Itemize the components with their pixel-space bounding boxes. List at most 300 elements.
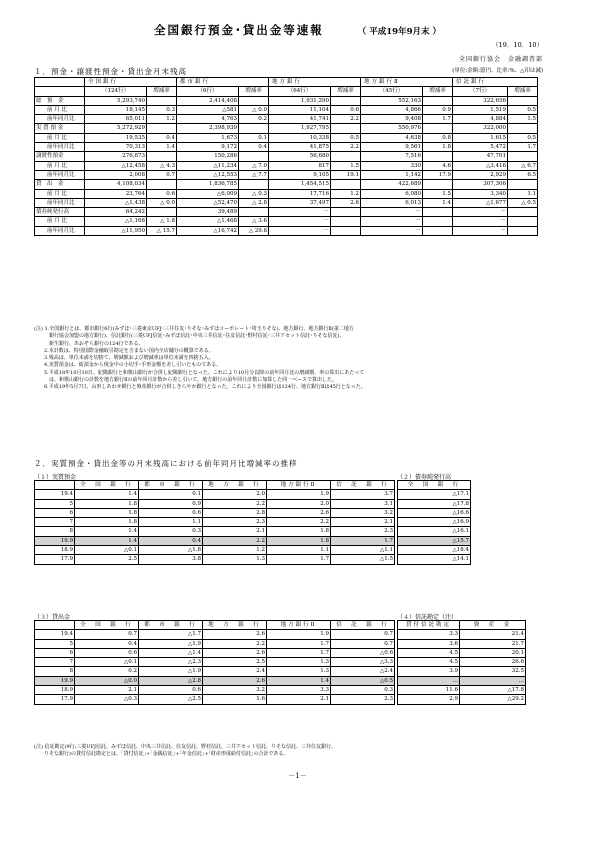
value-cell: 2.2 [331, 115, 361, 124]
table-row [35, 648, 395, 657]
bank-count: （124行） [85, 87, 147, 96]
value-cell: 0.4 [239, 143, 269, 152]
value-cell: 0.9 [423, 105, 453, 114]
value-cell: － [361, 226, 423, 235]
column-header: 全 国 銀 行 [75, 621, 139, 630]
value-cell: 2,929 [453, 170, 508, 179]
value-cell: － [361, 217, 423, 226]
value-cell: △1,468 [177, 217, 239, 226]
value-cell: △ 29.8 [239, 226, 269, 235]
value-cell: △12,553 [177, 170, 239, 179]
value-cell: 2.1 [203, 527, 267, 536]
value-cell: 2.6 [331, 198, 361, 207]
balance-table [34, 77, 538, 236]
value-cell: － [269, 208, 331, 217]
value-cell: 1.7 [331, 536, 395, 545]
value-cell: 1,519 [453, 105, 508, 114]
value-cell: 2.6 [267, 508, 331, 517]
value-cell: △6,009 [177, 189, 239, 198]
value-cell: △3.3 [331, 658, 395, 667]
value-cell: △12,458 [85, 161, 147, 170]
caption-real-deposits: （１）実質預金 [34, 474, 77, 481]
bonds-table [397, 480, 471, 565]
value-cell: △16,742 [177, 226, 239, 235]
value-cell: 0.4 [139, 536, 203, 545]
value-cell: 5,472 [453, 143, 508, 152]
value-cell: 1.3 [203, 555, 267, 564]
value-cell: 817 [269, 161, 331, 170]
value-cell: 1.4 [267, 676, 331, 685]
value-cell [423, 96, 453, 105]
value-cell: 5,272,929 [85, 124, 147, 133]
value-cell: － [269, 226, 331, 235]
note-line: 2.本計数は、特別国際金融取引勘定を含まない国内全店舗分の概算である。 [34, 347, 214, 354]
value-cell [239, 96, 269, 105]
value-cell: 0.9 [139, 499, 203, 508]
value-cell: 1.4 [75, 527, 139, 536]
rate-header: 増減率 [239, 87, 269, 96]
value-cell: 550,976 [361, 124, 423, 133]
value-cell: △ 2.8 [239, 198, 269, 207]
value-cell: 1,836,785 [177, 180, 239, 189]
row-label: 前 月 比 [35, 105, 85, 114]
value-cell [147, 152, 177, 161]
value-cell: 0.7 [147, 170, 177, 179]
value-cell: 1.5 [331, 161, 361, 170]
value-cell: 1.4 [75, 536, 139, 545]
row-label: 前 月 比 [35, 217, 85, 226]
value-cell [423, 152, 453, 161]
value-cell: 150,286 [177, 152, 239, 161]
corner-cell [35, 87, 85, 96]
value-cell: 2.0 [267, 499, 331, 508]
table-row [398, 499, 471, 508]
value-cell: 0.4 [147, 133, 177, 142]
value-cell: 1.2 [331, 189, 361, 198]
value-cell: 0.6 [331, 105, 361, 114]
bank-name: 地方銀行Ⅱ [361, 78, 453, 87]
table-row [398, 508, 471, 517]
value-cell: △1.9 [139, 639, 203, 648]
note-line: (注) 信託勘定(9行:三菱UFJ信託、みずほ信託、中央三井信託、住友信託、野村信託、三井アセット信託、りそな信託、三井住友銀行、 [34, 744, 336, 750]
table-row [35, 198, 538, 207]
value-cell: 41,875 [269, 143, 331, 152]
value-cell: △0.3 [75, 695, 139, 704]
value-cell: △ 6.7 [508, 161, 538, 170]
value-cell: 307,306 [453, 180, 508, 189]
note-line: りそな銀行)の貸付信託勘定とは、｢貸付信託｣+｢金銭信託｣+｢年金信託｣+｢財産形成給付信託｣の合計である。 [34, 751, 289, 758]
value-cell: 3.9 [398, 667, 460, 676]
value-cell: △2.3 [139, 658, 203, 667]
value-cell: 10,338 [269, 133, 331, 142]
value-cell: △2.8 [139, 676, 203, 685]
table-row [35, 226, 538, 235]
table-row [35, 676, 395, 685]
value-cell [147, 208, 177, 217]
value-cell: 2,008 [85, 170, 147, 179]
table-row [35, 686, 395, 695]
value-cell: △29.2 [460, 695, 526, 704]
value-cell [508, 180, 538, 189]
table-row [35, 208, 538, 217]
value-cell: △ 0.3 [239, 189, 269, 198]
row-label: 債券純発行高 [35, 208, 85, 217]
value-cell: 1.8 [75, 518, 139, 527]
value-cell: 23,764 [85, 189, 147, 198]
table-row [398, 490, 471, 499]
note-line: (注) 1.全国銀行とは、都市銀行6行(みずほ･三菱東京UFJ･三井住友･りそな･みずほコーポレート･埼玉りそな)、地方銀行、地方銀行Ⅱ(第二地方 [34, 326, 354, 332]
header-row [398, 481, 471, 490]
value-cell: △1.8 [139, 546, 203, 555]
value-cell [331, 226, 361, 235]
table-row [35, 124, 538, 133]
corner-cell [35, 621, 75, 630]
value-cell: 2,398,939 [177, 124, 239, 133]
value-cell: 1.8 [75, 508, 139, 517]
table-row [398, 686, 526, 695]
real-deposits-table [34, 480, 395, 565]
value-cell: 3.7 [331, 490, 395, 499]
value-cell: 322,000 [453, 124, 508, 133]
value-cell: 41,741 [269, 115, 331, 124]
value-cell: △1.7 [139, 630, 203, 639]
note-line: は、和歌山銀行の計数を地方銀行Ⅱの前年同月計数から差し引いて、地方銀行の前年同月計数に加算した同一ベースで算出した。 [34, 377, 338, 384]
value-cell: △17.8 [398, 499, 471, 508]
value-cell: △1.5 [331, 555, 395, 564]
value-cell: 1.7 [267, 648, 331, 657]
value-cell: － [453, 217, 508, 226]
value-cell: 3.8 [139, 555, 203, 564]
value-cell: 1.3 [267, 667, 331, 676]
value-cell: 5 [35, 499, 75, 508]
value-cell [508, 217, 538, 226]
value-cell [147, 124, 177, 133]
note-line: 6.平成19年5月7日、山形しあわせ銀行と殖産銀行が合併しきらやか銀行となった。これにより全国銀行は124行、地方銀行Ⅱは45行となった。 [34, 384, 366, 391]
value-cell: 2,414,408 [177, 96, 239, 105]
value-cell: 56,680 [269, 152, 331, 161]
table-row [35, 527, 395, 536]
table-row [398, 546, 471, 555]
table-row [35, 536, 395, 545]
value-cell: △1.4 [139, 648, 203, 657]
value-cell: △1,438 [85, 198, 147, 207]
value-cell: 4.5 [398, 658, 460, 667]
rate-header: 増減率 [147, 87, 177, 96]
value-cell: 19.4 [35, 490, 75, 499]
bank-count: （45行） [361, 87, 423, 96]
rate-header: 増減率 [423, 87, 453, 96]
value-cell: 422,689 [361, 180, 423, 189]
column-header: 地 方 銀 行 [203, 481, 267, 490]
value-cell: 1.6 [203, 695, 267, 704]
value-cell: △0.1 [75, 658, 139, 667]
value-cell: 2.4 [203, 667, 267, 676]
value-cell: 3.3 [267, 686, 331, 695]
value-cell: 47,701 [453, 152, 508, 161]
value-cell: 6,013 [361, 198, 423, 207]
value-cell: △0.6 [331, 648, 395, 657]
section1-notes [34, 326, 549, 392]
value-cell: 20.1 [460, 648, 526, 657]
column-header: 都 市 銀 行 [139, 621, 203, 630]
unit-note: (単位:金額:億円、比率:%、△印は減) [452, 68, 543, 74]
table-row [35, 180, 538, 189]
value-cell: 552,163 [361, 96, 423, 105]
value-cell: 0.1 [139, 490, 203, 499]
value-cell [423, 208, 453, 217]
value-cell: 8 [35, 667, 75, 676]
value-cell: 1.2 [203, 546, 267, 555]
value-cell: 1.4 [147, 143, 177, 152]
value-cell: △ 4.3 [147, 161, 177, 170]
value-cell: △1.9 [139, 667, 203, 676]
value-cell: △2.4 [331, 667, 395, 676]
value-cell: 3.2 [331, 508, 395, 517]
value-cell: 1.7 [267, 555, 331, 564]
value-cell: △16.1 [398, 527, 471, 536]
value-cell: 1.5 [508, 115, 538, 124]
value-cell: 1,615 [453, 133, 508, 142]
column-header: 信 託 銀 行 [331, 481, 395, 490]
value-cell: 0.3 [147, 105, 177, 114]
value-cell: 19,535 [85, 133, 147, 142]
value-cell: 1.2 [147, 115, 177, 124]
value-cell: 0.2 [75, 667, 139, 676]
table-row [398, 667, 526, 676]
value-cell: 276,873 [85, 152, 147, 161]
table-row [35, 161, 538, 170]
value-cell: 4.5 [398, 648, 460, 657]
table-row [35, 143, 538, 152]
row-label: 前 月 比 [35, 161, 85, 170]
value-cell: 2.6 [203, 648, 267, 657]
table-row [398, 630, 526, 639]
period-label: （ 平成19年9月末 ） [357, 27, 441, 37]
value-cell: － [361, 208, 423, 217]
note-line: 銀行協会加盟の地方銀行)、信託銀行(三菱UFJ信託･みずほ信託･中央三井信託･住友信託･野村信託･三井アセット信託･りそな信託)、 [34, 333, 345, 340]
table-row [35, 490, 395, 499]
value-cell: 6 [35, 508, 75, 517]
header-row [398, 621, 526, 630]
value-cell: 3.1 [331, 499, 395, 508]
table-row [35, 630, 395, 639]
value-cell: 3.3 [398, 630, 460, 639]
value-cell: 26.6 [460, 658, 526, 667]
value-cell: 0.8 [423, 133, 453, 142]
value-cell [331, 96, 361, 105]
value-cell: 1.4 [423, 198, 453, 207]
value-cell [508, 152, 538, 161]
value-cell: 0.5 [331, 133, 361, 142]
table-row [35, 546, 395, 555]
value-cell: 18,145 [85, 105, 147, 114]
value-cell: 3.2 [203, 686, 267, 695]
table-row [398, 639, 526, 648]
value-cell: 1,927,795 [269, 124, 331, 133]
row-label: 総 預 金 [35, 96, 85, 105]
section2-title: ２．実質預金・貸出金等の月末残高における前年同月比増減率の推移 [34, 459, 298, 468]
value-cell: 1.5 [423, 189, 453, 198]
page-title: 全国銀行預金･貸出金等速報 （ 平成19年9月末 ） [154, 23, 441, 37]
row-label: 前年同月比 [35, 115, 85, 124]
column-header: 信 託 銀 行 [331, 621, 395, 630]
value-cell: △1,168 [85, 217, 147, 226]
column-header: 地方銀行Ⅱ [267, 621, 331, 630]
value-cell: 17.9 [35, 555, 75, 564]
value-cell: 17.9 [35, 695, 75, 704]
value-cell: 2.6 [203, 676, 267, 685]
row-label: 前年同月比 [35, 143, 85, 152]
value-cell [423, 226, 453, 235]
value-cell: 1.4 [75, 490, 139, 499]
value-cell: △581 [177, 105, 239, 114]
value-cell: 11.6 [398, 686, 460, 695]
value-cell: 0.7 [331, 639, 395, 648]
value-cell: △3,416 [453, 161, 508, 170]
table-row [35, 170, 538, 179]
table-row [35, 217, 538, 226]
column-header: 全 国 銀 行 [398, 481, 471, 490]
value-cell: 39,489 [177, 208, 239, 217]
value-cell [423, 180, 453, 189]
value-cell: … [398, 676, 460, 685]
table-row [35, 639, 395, 648]
value-cell: 2.2 [267, 518, 331, 527]
value-cell: 19.9 [35, 676, 75, 685]
table-row [35, 695, 395, 704]
value-cell: 3.6 [398, 639, 460, 648]
table-row [398, 676, 526, 685]
value-cell [508, 124, 538, 133]
table-row [35, 133, 538, 142]
value-cell: 1,142 [361, 170, 423, 179]
column-header: 全 国 銀 行 [75, 481, 139, 490]
value-cell: 4,638 [361, 133, 423, 142]
table-row [35, 499, 395, 508]
value-cell: 19.1 [331, 170, 361, 179]
value-cell: 0.6 [139, 686, 203, 695]
column-header: 地方銀行Ⅱ [267, 481, 331, 490]
value-cell: △ 3.6 [239, 217, 269, 226]
value-cell: 2.3 [203, 518, 267, 527]
value-cell: 11,104 [269, 105, 331, 114]
value-cell: 1,931,290 [269, 96, 331, 105]
row-label: 前 月 比 [35, 189, 85, 198]
value-cell: △52,470 [177, 198, 239, 207]
value-cell: 2.6 [203, 630, 267, 639]
value-cell [423, 124, 453, 133]
value-cell: 17.9 [423, 170, 453, 179]
row-label: 前年同月比 [35, 226, 85, 235]
value-cell: 0.7 [75, 630, 139, 639]
value-cell: 3,340 [453, 189, 508, 198]
bank-name: 地方銀行 [269, 78, 361, 87]
value-cell: － [453, 208, 508, 217]
value-cell: 1.8 [423, 143, 453, 152]
value-cell [331, 208, 361, 217]
value-cell: 4.6 [423, 161, 453, 170]
value-cell: △1,677 [453, 198, 508, 207]
value-cell: △11,234 [177, 161, 239, 170]
value-cell [239, 208, 269, 217]
value-cell: △0.5 [331, 676, 395, 685]
value-cell: 1.9 [267, 490, 331, 499]
table-row [35, 658, 395, 667]
value-cell: 1.7 [508, 143, 538, 152]
row-label: 貸 出 金 [35, 180, 85, 189]
value-cell: 2.2 [203, 639, 267, 648]
column-header: 地 方 銀 行 [203, 621, 267, 630]
value-cell: △ 0.0 [147, 198, 177, 207]
value-cell: △ 15.7 [147, 226, 177, 235]
value-cell: 2.2 [203, 536, 267, 545]
value-cell: △0.0 [75, 676, 139, 685]
value-cell: 1.9 [267, 630, 331, 639]
table-row [398, 536, 471, 545]
value-cell: 6.5 [508, 170, 538, 179]
value-cell: 2.2 [203, 499, 267, 508]
value-cell: △11,950 [85, 226, 147, 235]
row-label: 実 質 預 金 [35, 124, 85, 133]
row-label: 譲渡性預金 [35, 152, 85, 161]
value-cell: 9,408 [361, 115, 423, 124]
value-cell: 17,716 [269, 189, 331, 198]
value-cell: 322,656 [453, 96, 508, 105]
table-row [35, 152, 538, 161]
value-cell: △14.1 [398, 555, 471, 564]
value-cell: 37,497 [269, 198, 331, 207]
value-cell: 18.9 [35, 686, 75, 695]
caption-trust: （４）信託勘定（注） [397, 614, 458, 621]
bank-count: （7行） [453, 87, 508, 96]
value-cell: 0.3 [139, 527, 203, 536]
corner-cell [35, 481, 75, 490]
value-cell: 2.2 [331, 143, 361, 152]
value-cell: 9,105 [269, 170, 331, 179]
value-cell [331, 124, 361, 133]
value-cell: 1.7 [267, 639, 331, 648]
value-cell: 32.5 [460, 667, 526, 676]
value-cell: 2.1 [331, 518, 395, 527]
value-cell [147, 96, 177, 105]
column-header: 貸付信託勘定 [398, 621, 460, 630]
value-cell [239, 152, 269, 161]
value-cell: 1.1 [267, 546, 331, 555]
value-cell: 2.0 [203, 490, 267, 499]
note-line: 5.平成18年10月10日、紀陽銀行と和歌山銀行が合併し紀陽銀行となった。これにより10月分以降の前年同月比の増減額、率の算出にあたって [34, 369, 365, 376]
value-cell: 2.8 [203, 508, 267, 517]
rate-header: 増減率 [331, 87, 361, 96]
corner-cell [35, 78, 85, 87]
value-cell: 7,516 [361, 152, 423, 161]
bank-name: 都市銀行 [177, 78, 269, 87]
caption-loans: （３）貸出金 [34, 614, 71, 621]
value-cell: 0.2 [239, 115, 269, 124]
value-cell: 0.6 [75, 648, 139, 657]
value-cell [239, 124, 269, 133]
value-cell: 1,454,515 [269, 180, 331, 189]
value-cell: … [460, 676, 526, 685]
value-cell: 5,293,740 [85, 96, 147, 105]
value-cell [147, 180, 177, 189]
value-cell: 9,561 [361, 143, 423, 152]
value-cell [508, 96, 538, 105]
value-cell: △1.1 [331, 546, 395, 555]
table-row [398, 527, 471, 536]
value-cell: 4,884 [453, 115, 508, 124]
bank-count: （64行） [269, 87, 331, 96]
table-row [35, 105, 538, 114]
